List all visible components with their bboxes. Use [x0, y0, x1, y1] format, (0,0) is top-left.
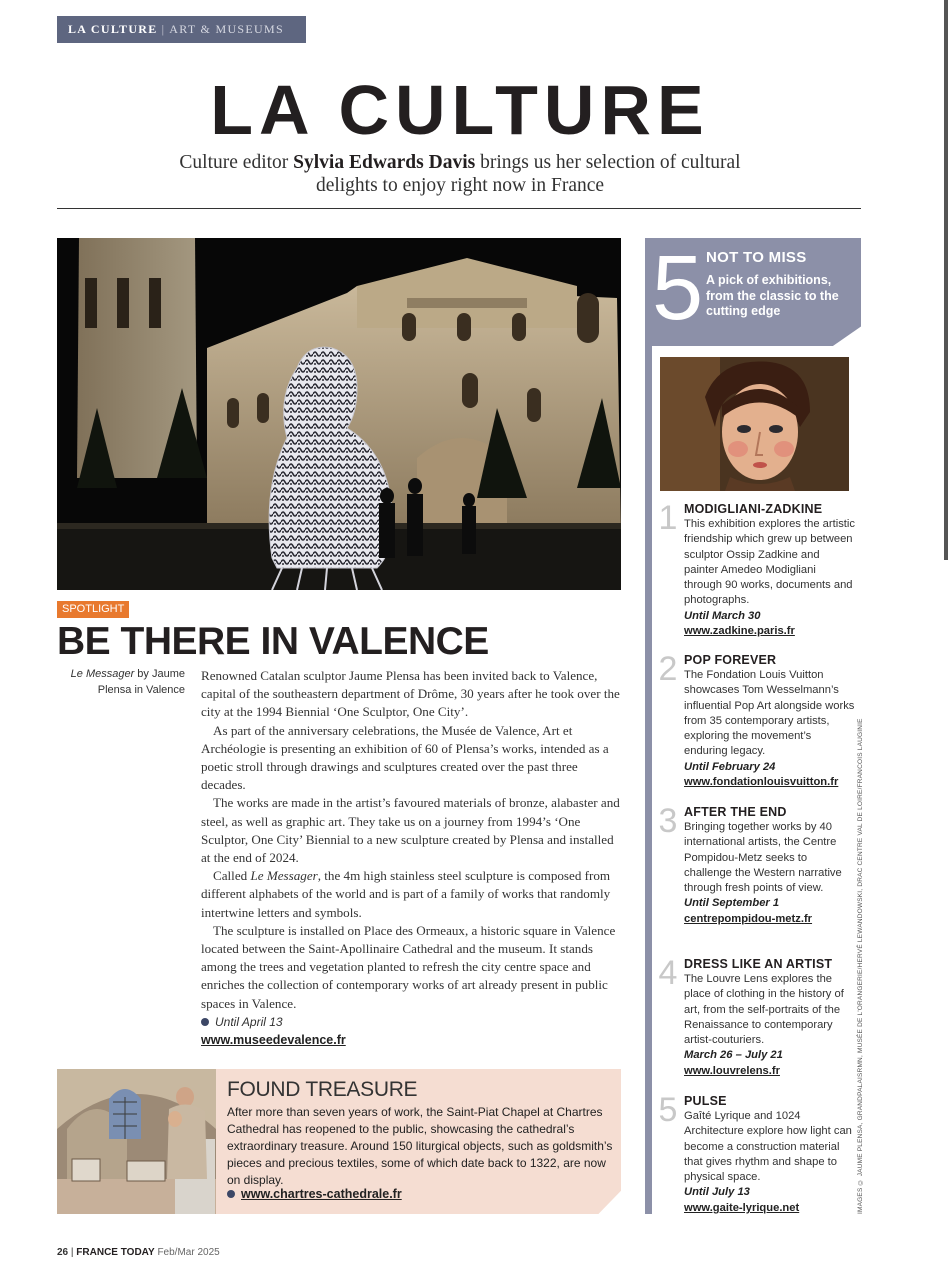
- para4-title: Le Messager: [250, 868, 318, 884]
- image-credits: IMAGES © JAUME PLENSA, GRANDPALAISRMN, MUSÉE DE L'ORANGERIE/HERVÉ LEWANDOWSKI, DRAC CENTRE VAL DE LOIRE/FRANCOIS LAUGINIE: [857, 718, 864, 1214]
- footer-separator: |: [70, 1247, 74, 1258]
- chapel-photo: [57, 1069, 216, 1214]
- bullet-dot: [201, 1018, 209, 1026]
- found-treasure-link[interactable]: www.chartres-cathedrale.fr: [241, 1187, 402, 1201]
- found-treasure-box: [57, 1069, 621, 1214]
- item-3-date: Until September 1: [684, 897, 780, 910]
- feature-dates: [201, 1013, 621, 1031]
- page-title: LA CULTURE: [210, 71, 710, 149]
- page-number: 26: [57, 1247, 69, 1258]
- deck: [160, 151, 760, 197]
- feature-headline: BE THERE IN VALENCE: [57, 620, 489, 663]
- hero-photo: [57, 238, 621, 590]
- caption-rest: by Jaume Plensa in Valence: [97, 668, 185, 696]
- item-5-number: 5: [658, 1091, 678, 1129]
- para4-prefix: Called: [213, 868, 251, 884]
- found-treasure-link-row: [227, 1187, 402, 1201]
- item-1-link[interactable]: www.zadkine.paris.fr: [684, 625, 795, 638]
- item-5-text: [684, 1093, 856, 1216]
- modigliani-portrait: [660, 357, 849, 491]
- hero-photo-illustration: [57, 238, 621, 590]
- item-1-text: [684, 501, 856, 639]
- item-5-link[interactable]: www.gaite-lyrique.net: [684, 1201, 800, 1214]
- deck-editor: Sylvia Edwards Davis: [293, 152, 476, 173]
- deck-prefix: Culture editor: [179, 152, 294, 173]
- item-4-description: The Louvre Lens explores the place of clothing in the history of art, from the self-portraits of the Renaissance to contemporary artist-couturiers.: [684, 973, 844, 1047]
- item-2-date: Until February 24: [684, 760, 776, 773]
- item-5-title: PULSE: [684, 1094, 727, 1108]
- item-3-link[interactable]: centrepompidou-metz.fr: [684, 912, 813, 925]
- feature-paragraph-3: The works are made in the artist’s favoured materials of bronze, alabaster and steel, as well as graphic art. They take us on a journey from 1994’s ‘One Sculptor, One City’ Biennial to a new sculpture created by Plensa and installed at the end of 2024.: [201, 795, 620, 866]
- feature-paragraph-1: Renowned Catalan sculptor Jaume Plensa has been invited back to Valence, capital of the southeastern department of Drôme, 30 years after he took over the city at the 1994 Biennial ‘One Sculptor, One City’.: [201, 668, 620, 720]
- item-2-number: 2: [658, 650, 678, 688]
- para4-rest: , the 4m high stainless steel sculpture is composed from different alphabets of the world and is part of a family of works that randomly intertwine letters and symbols.: [201, 868, 611, 920]
- item-1-title: MODIGLIANI-ZADKINE: [684, 502, 823, 516]
- item-3-description: Bringing together works by 40 international artists, the Centre Pompidou-Metz seeks to challenge the Western narrative through fresh points of view.: [684, 821, 842, 895]
- page-footer: [57, 1247, 220, 1258]
- item-3-number: 3: [658, 802, 678, 840]
- item-2-description: The Fondation Louis Vuitton showcases Tom Wesselmann’s influential Pop Art alongside works from 35 contemporary artists, exploring the movement’s enduring legacy.: [684, 669, 855, 758]
- header-rule: [57, 208, 861, 209]
- page-spine-edge: [944, 0, 948, 560]
- portrait-illustration: [660, 357, 849, 491]
- sidebar-number: 5: [652, 237, 704, 339]
- item-4-title: DRESS LIKE AN ARTIST: [684, 957, 833, 971]
- deck-suffix: brings us her selection of cultural delights to enjoy right now in France: [315, 152, 741, 196]
- sidebar-title: NOT TO MISS: [706, 249, 807, 266]
- feature-until: Until April 13: [215, 1014, 283, 1029]
- item-2-link[interactable]: www.fondationlouisvuitton.fr: [684, 776, 839, 789]
- section-tag: [57, 16, 306, 43]
- item-4-link[interactable]: www.louvrelens.fr: [684, 1064, 780, 1077]
- caption-title: Le Messager: [70, 668, 135, 680]
- item-4-number: 4: [658, 954, 678, 992]
- magazine-name: FRANCE TODAY: [76, 1247, 155, 1258]
- found-treasure-title: FOUND TREASURE: [227, 1078, 418, 1101]
- sidebar-rule: [645, 238, 652, 1214]
- bullet-dot: [227, 1190, 235, 1198]
- item-2-text: [684, 652, 856, 790]
- item-1-description: This exhibition explores the artistic friendship which grew up between sculptor Ossip Zadkine and painter Amedeo Modigliani through 90 works, documents and photographs.: [684, 518, 855, 607]
- section-tag-sub: ART & MUSEUMS: [169, 22, 284, 36]
- item-3-title: AFTER THE END: [684, 805, 787, 819]
- feature-paragraph-2: As part of the anniversary celebrations, the Musée de Valence, Art et Archéologie is presenting an exhibition of 60 of Plensa’s works, intended as a poetic stroll through drawings and sculptures created over the past three decades.: [201, 722, 609, 793]
- item-1-date: Until March 30: [684, 609, 761, 622]
- chapel-photo-illustration: [57, 1069, 216, 1214]
- sidebar-subtitle: A pick of exhibitions, from the classic to the cutting edge: [706, 273, 839, 318]
- item-4-text: [684, 956, 856, 1079]
- feature-paragraph-5: The sculpture is installed on Place des Ormeaux, a historic square in Valence located between the Saint-Apollinaire Cathedral and the museum. It stands among the trees and vegetation planted to refresh the city centre space and enriches the collection of contemporary works of art already present in public spaces in Valence.: [201, 922, 616, 1011]
- item-4-date: March 26 – July 21: [684, 1049, 783, 1062]
- photo-caption: [60, 666, 185, 698]
- item-3-text: [684, 804, 856, 927]
- feature-link[interactable]: www.museedevalence.fr: [201, 1032, 346, 1047]
- issue-date: Feb/Mar 2025: [157, 1247, 220, 1258]
- feature-paragraph-4: [201, 867, 621, 922]
- item-5-description: Gaîté Lyrique and 1024 Architecture explore how light can become a construction material that gives rhythm and shape to physical space.: [684, 1110, 852, 1184]
- item-2-title: POP FOREVER: [684, 653, 777, 667]
- item-5-date: Until July 13: [684, 1186, 750, 1199]
- item-1-number: 1: [658, 499, 678, 537]
- section-tag-separator: |: [161, 22, 166, 36]
- feature-body: [201, 667, 621, 1050]
- section-tag-main: LA CULTURE: [68, 22, 158, 36]
- found-treasure-text: After more than seven years of work, the Saint-Piat Chapel at Chartres Cathedral has reopened to the public, showcasing the cathedral’s extraordinary treasure. Around 150 liturgical objects, such as goldsmith’s pieces and precious textiles, some of which date back to 1322, are now on display.: [227, 1105, 613, 1187]
- spotlight-label: SPOTLIGHT: [57, 601, 129, 618]
